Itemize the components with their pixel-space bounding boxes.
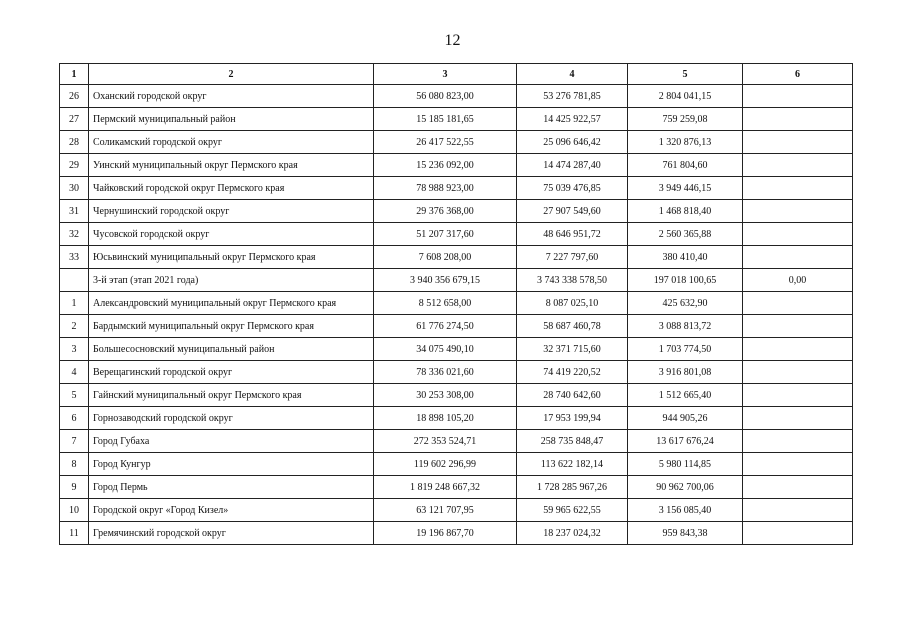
row-number-cell: 32 bbox=[60, 223, 89, 246]
page-number: 12 bbox=[444, 32, 461, 49]
municipality-name-cell: Уинский муниципальный округ Пермского края bbox=[89, 154, 374, 177]
amount-col4-cell: 53 276 781,85 bbox=[517, 85, 628, 108]
table-row bbox=[60, 246, 853, 269]
table-row bbox=[60, 85, 853, 108]
amount-col4-cell: 32 371 715,60 bbox=[517, 338, 628, 361]
row-number-cell: 4 bbox=[60, 361, 89, 384]
amount-col6-cell bbox=[743, 453, 853, 476]
table-row bbox=[60, 384, 853, 407]
row-number-cell: 30 bbox=[60, 177, 89, 200]
amount-col5-cell: 380 410,40 bbox=[628, 246, 743, 269]
amount-col5-cell: 959 843,38 bbox=[628, 522, 743, 545]
row-number-cell: 9 bbox=[60, 476, 89, 499]
row-number-cell: 29 bbox=[60, 154, 89, 177]
table-row bbox=[60, 154, 853, 177]
municipality-name-cell: Юсьвинский муниципальный округ Пермского края bbox=[89, 246, 374, 269]
municipality-name-cell: 3-й этап (этап 2021 года) bbox=[89, 269, 374, 292]
table-row bbox=[60, 361, 853, 384]
amount-col5-cell: 1 468 818,40 bbox=[628, 200, 743, 223]
row-number-cell: 5 bbox=[60, 384, 89, 407]
amount-col3-cell: 15 185 181,65 bbox=[374, 108, 517, 131]
amount-col4-cell: 27 907 549,60 bbox=[517, 200, 628, 223]
amount-col5-cell: 425 632,90 bbox=[628, 292, 743, 315]
amount-col6-cell bbox=[743, 85, 853, 108]
amount-col3-cell: 7 608 208,00 bbox=[374, 246, 517, 269]
column-header-1: 1 bbox=[60, 64, 89, 85]
amount-col4-cell: 28 740 642,60 bbox=[517, 384, 628, 407]
amount-col5-cell: 759 259,08 bbox=[628, 108, 743, 131]
amount-col3-cell: 63 121 707,95 bbox=[374, 499, 517, 522]
amount-col3-cell: 1 819 248 667,32 bbox=[374, 476, 517, 499]
amount-col6-cell bbox=[743, 430, 853, 453]
table-row bbox=[60, 131, 853, 154]
amount-col3-cell: 78 988 923,00 bbox=[374, 177, 517, 200]
amount-col3-cell: 78 336 021,60 bbox=[374, 361, 517, 384]
amount-col5-cell: 3 088 813,72 bbox=[628, 315, 743, 338]
amount-col4-cell: 3 743 338 578,50 bbox=[517, 269, 628, 292]
municipality-name-cell: Гайнский муниципальный округ Пермского края bbox=[89, 384, 374, 407]
amount-col6-cell bbox=[743, 522, 853, 545]
column-header-2: 2 bbox=[89, 64, 374, 85]
row-number-cell: 10 bbox=[60, 499, 89, 522]
amount-col3-cell: 8 512 658,00 bbox=[374, 292, 517, 315]
municipality-name-cell: Бардымский муниципальный округ Пермского края bbox=[89, 315, 374, 338]
municipality-name-cell: Пермский муниципальный район bbox=[89, 108, 374, 131]
municipality-name-cell: Гремячинский городской округ bbox=[89, 522, 374, 545]
row-number-cell: 6 bbox=[60, 407, 89, 430]
row-number-cell: 27 bbox=[60, 108, 89, 131]
municipality-name-cell: Верещагинский городской округ bbox=[89, 361, 374, 384]
amount-col6-cell bbox=[743, 223, 853, 246]
row-number-cell: 1 bbox=[60, 292, 89, 315]
municipality-name-cell: Чусовской городской округ bbox=[89, 223, 374, 246]
amount-col4-cell: 8 087 025,10 bbox=[517, 292, 628, 315]
table-row bbox=[60, 430, 853, 453]
amount-col6-cell bbox=[743, 361, 853, 384]
amount-col3-cell: 18 898 105,20 bbox=[374, 407, 517, 430]
row-number-cell: 7 bbox=[60, 430, 89, 453]
amount-col6-cell bbox=[743, 131, 853, 154]
table-row bbox=[60, 292, 853, 315]
row-number-cell: 28 bbox=[60, 131, 89, 154]
amount-col5-cell: 2 560 365,88 bbox=[628, 223, 743, 246]
amount-col6-cell bbox=[743, 200, 853, 223]
budget-table bbox=[59, 63, 853, 545]
amount-col3-cell: 51 207 317,60 bbox=[374, 223, 517, 246]
amount-col3-cell: 119 602 296,99 bbox=[374, 453, 517, 476]
amount-col3-cell: 19 196 867,70 bbox=[374, 522, 517, 545]
amount-col5-cell: 90 962 700,06 bbox=[628, 476, 743, 499]
amount-col6-cell bbox=[743, 315, 853, 338]
amount-col6-cell bbox=[743, 499, 853, 522]
table-row bbox=[60, 108, 853, 131]
amount-col4-cell: 58 687 460,78 bbox=[517, 315, 628, 338]
table-row bbox=[60, 269, 853, 292]
amount-col6-cell bbox=[743, 407, 853, 430]
table-row bbox=[60, 200, 853, 223]
municipality-name-cell: Большесосновский муниципальный район bbox=[89, 338, 374, 361]
amount-col5-cell: 944 905,26 bbox=[628, 407, 743, 430]
amount-col5-cell: 3 156 085,40 bbox=[628, 499, 743, 522]
municipality-name-cell: Городской округ «Город Кизел» bbox=[89, 499, 374, 522]
amount-col5-cell: 13 617 676,24 bbox=[628, 430, 743, 453]
row-number-cell bbox=[60, 269, 89, 292]
municipality-name-cell: Чайковский городской округ Пермского края bbox=[89, 177, 374, 200]
amount-col3-cell: 3 940 356 679,15 bbox=[374, 269, 517, 292]
amount-col5-cell: 3 949 446,15 bbox=[628, 177, 743, 200]
amount-col4-cell: 14 474 287,40 bbox=[517, 154, 628, 177]
amount-col3-cell: 29 376 368,00 bbox=[374, 200, 517, 223]
municipality-name-cell: Чернушинский городской округ bbox=[89, 200, 374, 223]
table-row bbox=[60, 315, 853, 338]
amount-col6-cell bbox=[743, 177, 853, 200]
amount-col4-cell: 258 735 848,47 bbox=[517, 430, 628, 453]
municipality-name-cell: Оханский городской округ bbox=[89, 85, 374, 108]
table-row bbox=[60, 177, 853, 200]
amount-col3-cell: 56 080 823,00 bbox=[374, 85, 517, 108]
amount-col5-cell: 2 804 041,15 bbox=[628, 85, 743, 108]
amount-col5-cell: 761 804,60 bbox=[628, 154, 743, 177]
municipality-name-cell: Александровский муниципальный округ Пермского края bbox=[89, 292, 374, 315]
amount-col4-cell: 1 728 285 967,26 bbox=[517, 476, 628, 499]
row-number-cell: 26 bbox=[60, 85, 89, 108]
table-row bbox=[60, 499, 853, 522]
column-header-4: 4 bbox=[517, 64, 628, 85]
amount-col6-cell: 0,00 bbox=[743, 269, 853, 292]
amount-col6-cell bbox=[743, 108, 853, 131]
amount-col4-cell: 74 419 220,52 bbox=[517, 361, 628, 384]
amount-col4-cell: 18 237 024,32 bbox=[517, 522, 628, 545]
amount-col4-cell: 59 965 622,55 bbox=[517, 499, 628, 522]
amount-col5-cell: 1 703 774,50 bbox=[628, 338, 743, 361]
amount-col6-cell bbox=[743, 246, 853, 269]
amount-col6-cell bbox=[743, 338, 853, 361]
amount-col5-cell: 1 320 876,13 bbox=[628, 131, 743, 154]
row-number-cell: 11 bbox=[60, 522, 89, 545]
amount-col4-cell: 113 622 182,14 bbox=[517, 453, 628, 476]
amount-col4-cell: 7 227 797,60 bbox=[517, 246, 628, 269]
row-number-cell: 31 bbox=[60, 200, 89, 223]
table-row bbox=[60, 453, 853, 476]
amount-col6-cell bbox=[743, 154, 853, 177]
amount-col6-cell bbox=[743, 384, 853, 407]
row-number-cell: 2 bbox=[60, 315, 89, 338]
municipality-name-cell: Горнозаводский городской округ bbox=[89, 407, 374, 430]
row-number-cell: 8 bbox=[60, 453, 89, 476]
table-row bbox=[60, 522, 853, 545]
amount-col3-cell: 15 236 092,00 bbox=[374, 154, 517, 177]
amount-col4-cell: 75 039 476,85 bbox=[517, 177, 628, 200]
municipality-name-cell: Соликамский городской округ bbox=[89, 131, 374, 154]
amount-col3-cell: 30 253 308,00 bbox=[374, 384, 517, 407]
amount-col5-cell: 3 916 801,08 bbox=[628, 361, 743, 384]
amount-col6-cell bbox=[743, 292, 853, 315]
column-header-6: 6 bbox=[743, 64, 853, 85]
municipality-name-cell: Город Губаха bbox=[89, 430, 374, 453]
amount-col4-cell: 17 953 199,94 bbox=[517, 407, 628, 430]
amount-col6-cell bbox=[743, 476, 853, 499]
column-header-5: 5 bbox=[628, 64, 743, 85]
amount-col5-cell: 5 980 114,85 bbox=[628, 453, 743, 476]
amount-col3-cell: 61 776 274,50 bbox=[374, 315, 517, 338]
table-header-row bbox=[60, 64, 853, 85]
amount-col4-cell: 14 425 922,57 bbox=[517, 108, 628, 131]
amount-col3-cell: 26 417 522,55 bbox=[374, 131, 517, 154]
row-number-cell: 3 bbox=[60, 338, 89, 361]
amount-col3-cell: 272 353 524,71 bbox=[374, 430, 517, 453]
table-row bbox=[60, 407, 853, 430]
column-header-3: 3 bbox=[374, 64, 517, 85]
amount-col5-cell: 197 018 100,65 bbox=[628, 269, 743, 292]
table-row bbox=[60, 476, 853, 499]
municipality-name-cell: Город Пермь bbox=[89, 476, 374, 499]
amount-col5-cell: 1 512 665,40 bbox=[628, 384, 743, 407]
amount-col4-cell: 48 646 951,72 bbox=[517, 223, 628, 246]
municipality-name-cell: Город Кунгур bbox=[89, 453, 374, 476]
table-row bbox=[60, 338, 853, 361]
table-body bbox=[60, 85, 853, 545]
row-number-cell: 33 bbox=[60, 246, 89, 269]
table-row bbox=[60, 223, 853, 246]
amount-col4-cell: 25 096 646,42 bbox=[517, 131, 628, 154]
amount-col3-cell: 34 075 490,10 bbox=[374, 338, 517, 361]
